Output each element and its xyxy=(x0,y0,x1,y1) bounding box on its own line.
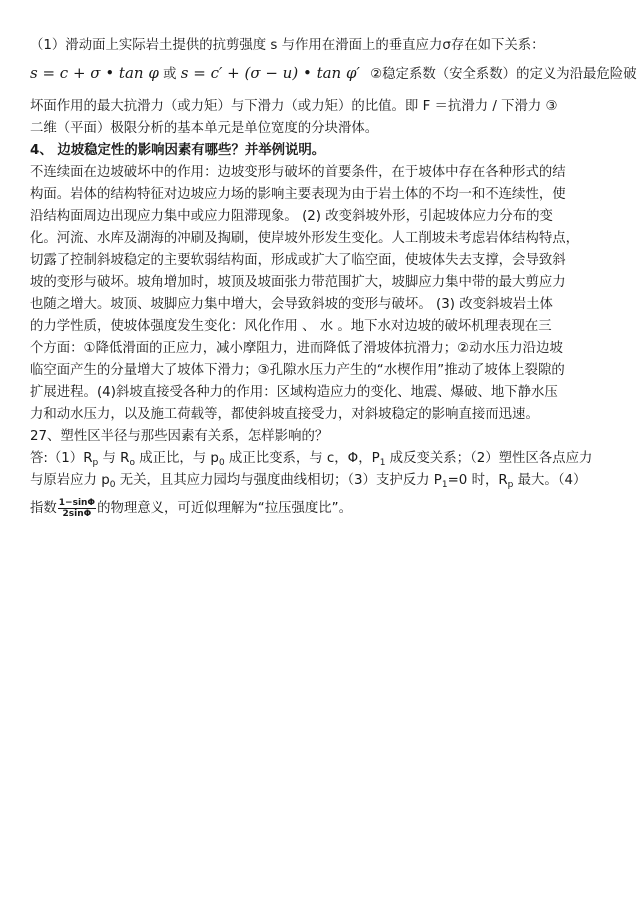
paragraph-text: 扩展进程。(4)斜坡直接受各种力的作用：区域构造应力的变化、地震、爆破、地下静水压 xyxy=(30,385,558,400)
shear-strength-formula: s = c + σ • tan φ xyxy=(30,64,159,82)
paragraph-text: 不连续面在边坡破坏中的作用：边坡变形与破坏的首要条件，在于坡体中存在各种形式的结 xyxy=(30,165,566,180)
paragraph-text: 切露了控制斜坡稳定的主要软弱结构面，形成或扩大了临空面，使坡体失去支撑，会导致斜 xyxy=(30,253,566,268)
subscript: p xyxy=(507,480,514,490)
paragraph-text: 的力学性质，使坡体强度发生变化：风化作用 、 水 。地下水对边坡的破坏机理表现在三 xyxy=(30,319,552,334)
text-line xyxy=(30,37,545,55)
answer-line xyxy=(30,472,586,494)
answer-text: 与 R xyxy=(98,451,130,466)
paragraph-text: 构面。岩体的结构特征对边坡应力场的影响主要表现为由于岩土体的不均一和不连续性，使 xyxy=(30,187,566,202)
heading-text: 4、 边坡稳定性的影响因素有哪些？并举例说明。 xyxy=(30,143,326,158)
paragraph-text: 也随之增大。坡顶、坡脚应力集中增大，会导致斜坡的变形与破坏。 (3) 改变斜坡岩土体 xyxy=(30,297,553,312)
answer-text: 的物理意义，可近似理解为“拉压强度比”。 xyxy=(97,501,352,516)
paragraph-text: ②稳定系数（安全系数）的定义为沿最危险破 xyxy=(370,67,637,82)
text-line xyxy=(30,362,565,380)
paragraph-text: 沿结构面周边出现应力集中或应力阻滞现象。 (2) 改变斜坡外形，引起坡体应力分布的变 xyxy=(30,209,553,224)
paragraph-text: 二维（平面）极限分析的基本单元是单位宽度的分块滑体。 xyxy=(30,121,379,136)
text-line xyxy=(30,252,566,270)
fraction-numerator: 1−sinΦ xyxy=(58,497,96,508)
question-text: 27、塑性区半径与那些因素有关系，怎样影响的？ xyxy=(30,429,329,444)
text-line xyxy=(30,296,553,314)
text-line xyxy=(30,318,552,336)
answer-text: 与原岩应力 p xyxy=(30,473,110,488)
subscript: 1 xyxy=(379,458,386,468)
subscript: p xyxy=(92,458,99,468)
subscript: 1 xyxy=(441,480,448,490)
text-line xyxy=(30,406,539,424)
answer-text: 指数 xyxy=(30,501,57,516)
paragraph-text: 化。河流、水库及湖海的冲刷及掏刷，使岸坡外形发生变化。人工削坡未考虑岩体结构特点， xyxy=(30,231,580,246)
text-line xyxy=(30,98,558,116)
subscript: 0 xyxy=(109,480,116,490)
text-line xyxy=(30,384,558,402)
paragraph-text: 临空面产生的分量增大了坡体下滑力；③孔隙水压力产生的“水楔作用”推动了坡体上裂隙的 xyxy=(30,363,565,378)
answer-text: 成反变关系；（2）塑性区各点应力 xyxy=(385,451,593,466)
answer-line xyxy=(30,450,592,472)
answer-text: 答:（1）R xyxy=(30,451,93,466)
text-line xyxy=(30,274,566,292)
fraction-denominator: 2sinΦ xyxy=(62,508,92,519)
answer-text: 成正比变系，与 c，Φ，P xyxy=(224,451,380,466)
answer-text: 成正比，与 p xyxy=(134,451,219,466)
index-fraction xyxy=(58,498,96,519)
paragraph-text: 个方面：①降低滑面的正应力，减小摩阻力，进而降低了滑坡体抗滑力；②动水压力沿边坡 xyxy=(30,341,563,356)
subscript: 0 xyxy=(218,458,225,468)
answer-text: 无关，且其应力园均与强度曲线相切；（3）支护反力 P xyxy=(115,473,442,488)
answer-text: 最大。（4） xyxy=(513,473,587,488)
formula-line xyxy=(30,64,637,84)
text-line xyxy=(30,164,566,182)
text-line xyxy=(30,186,566,204)
text-line xyxy=(30,208,553,226)
paragraph-text: 坏面作用的最大抗滑力（或力矩）与下滑力（或力矩）的比值。即 F ＝抗滑力 / 下滑力 ③ xyxy=(30,99,558,114)
answer-text: =0 时，R xyxy=(447,473,508,488)
section-heading xyxy=(30,142,325,160)
effective-stress-formula: s = c′ + (σ − u) • tan φ′ xyxy=(180,64,360,82)
paragraph-text: 力和动水压力，以及施工荷载等，都使斜坡直接受力，对斜坡稳定的影响直接而迅速。 xyxy=(30,407,539,422)
or-text: 或 xyxy=(163,67,177,82)
paragraph-text: 坡的变形与破坏。坡角增加时，坡顶及坡面张力带范围扩大，坡脚应力集中带的最大剪应力 xyxy=(30,275,566,290)
subscript: o xyxy=(129,458,135,468)
text-line xyxy=(30,230,579,248)
question-heading xyxy=(30,428,328,446)
answer-line xyxy=(30,496,352,522)
text-line xyxy=(30,120,378,138)
paragraph-text: （1）滑动面上实际岩土提供的抗剪强度 s 与作用在滑面上的垂直应力σ存在如下关系： xyxy=(30,38,545,53)
text-line xyxy=(30,340,563,358)
